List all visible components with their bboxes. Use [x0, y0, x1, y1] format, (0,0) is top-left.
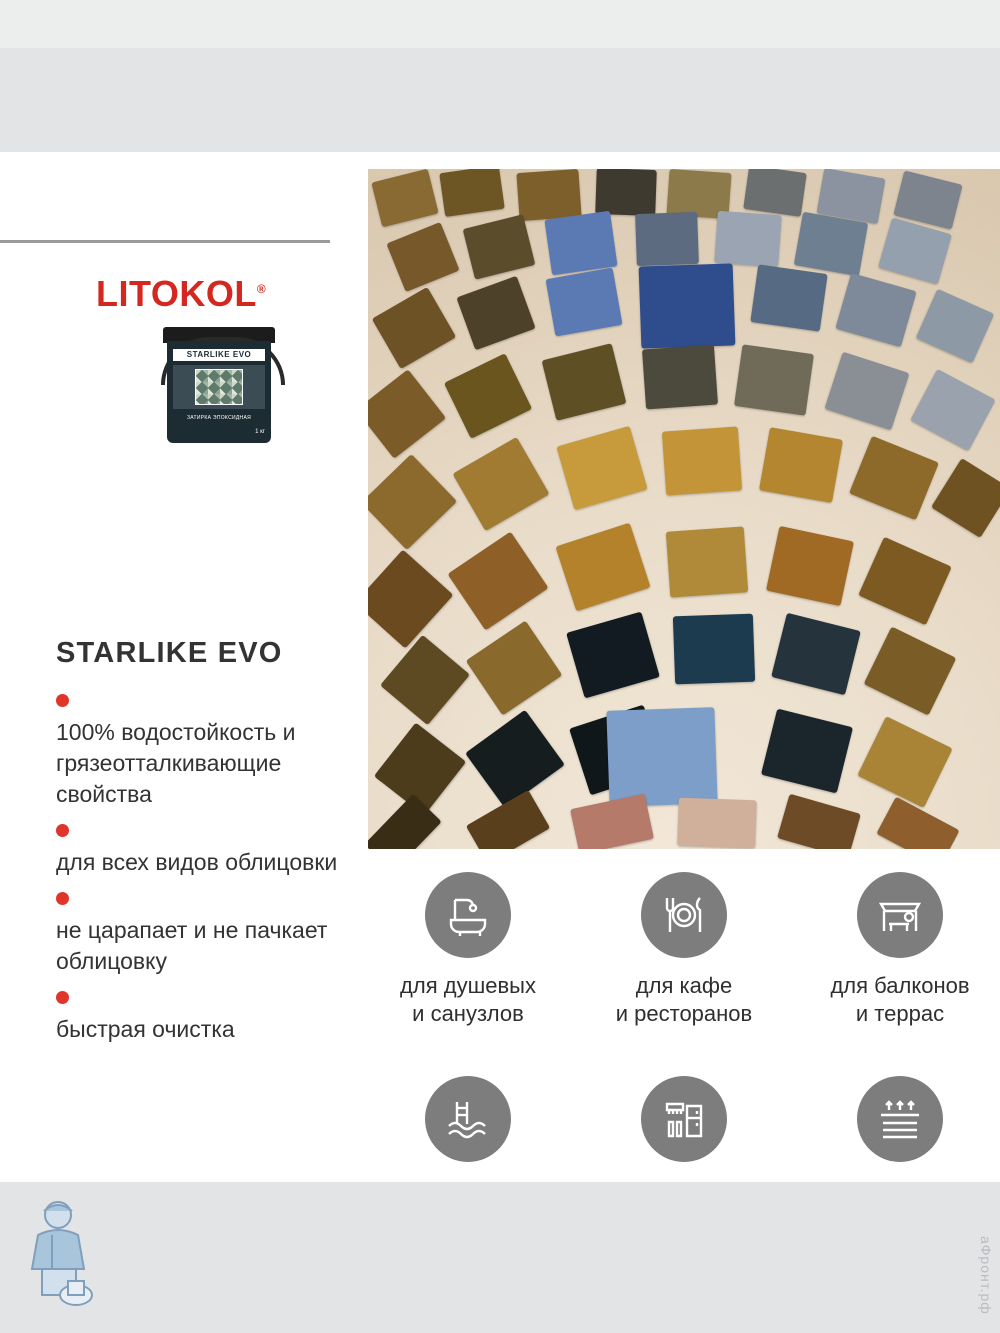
hero-mosaic-photo: [368, 169, 1000, 849]
mosaic-tile: [545, 268, 622, 337]
mosaic-tile: [595, 169, 657, 216]
list-item: [56, 824, 346, 878]
top-band-highlight: [0, 0, 1000, 48]
mosaic-tile: [734, 344, 814, 415]
bucket-label-artwork: [173, 365, 265, 409]
litokol-logo: [96, 270, 308, 312]
mosaic-tile: [516, 169, 581, 221]
mosaic-tile: [606, 707, 717, 807]
application-label-line1: для душевых: [400, 973, 536, 998]
bullet-dot-icon: [56, 892, 69, 905]
mosaic-tile: [642, 345, 718, 410]
shower-bathtub-icon: [425, 872, 511, 958]
list-item: [56, 991, 346, 1045]
left-column: [0, 152, 368, 1182]
kitchen-stove-icon: [641, 1076, 727, 1162]
underfloor-heating-icon: [857, 1076, 943, 1162]
application-label-line1: для кафе: [635, 973, 733, 998]
application-item-balcony: [800, 872, 1000, 1028]
mosaic-tile: [544, 211, 617, 276]
mosaic-tile: [662, 426, 742, 495]
awning-terrace-icon: [857, 872, 943, 958]
plumber-mascot-icon: [18, 1195, 104, 1313]
mosaic-tile: [673, 614, 755, 685]
list-item: [56, 694, 346, 810]
mosaic-tile: [639, 263, 736, 348]
feature-text: быстрая очистка: [56, 1016, 235, 1042]
mosaic-tile: [714, 211, 781, 267]
product-sheet: [0, 152, 1000, 1182]
mosaic-tile: [635, 212, 699, 266]
bullet-dot-icon: [56, 991, 69, 1004]
application-item-cafe: [584, 872, 784, 1028]
feature-text: не царапает и не пачкает облицовку: [56, 917, 328, 974]
bucket-label-subtitle: ЗАТИРКА ЭПОКСИДНАЯ: [186, 415, 252, 421]
application-label-line1: для балконов: [830, 973, 970, 998]
watermark-text: аФронт.рф: [978, 1236, 994, 1315]
top-background-band: [0, 0, 1000, 152]
application-label-line2: и ресторанов: [615, 1001, 753, 1026]
mosaic-tile: [677, 798, 757, 849]
header-divider-rule: [0, 240, 330, 243]
bullet-dot-icon: [56, 824, 69, 837]
logo-wordmark: LITOKOL: [96, 272, 257, 314]
mosaic-tile: [439, 169, 505, 217]
bullet-dot-icon: [56, 694, 69, 707]
mosaic-tile: [794, 212, 868, 277]
application-label-line2: и санузлов: [412, 1001, 524, 1026]
list-item: [56, 892, 346, 977]
product-package-image: [155, 327, 283, 447]
bucket-label-title: STARLIKE EVO: [173, 349, 265, 361]
mosaic-tile: [759, 427, 843, 503]
bottom-background-band: [0, 1182, 1000, 1333]
fork-plate-knife-icon: [641, 872, 727, 958]
mosaic-swatch: [195, 369, 243, 405]
pool-ladder-icon: [425, 1076, 511, 1162]
feature-text: для всех видов облицовки: [56, 849, 338, 875]
page-title: STARLIKE EVO: [56, 637, 283, 669]
feature-text: 100% водостойкость и грязеотталкивающие свойства: [56, 719, 296, 807]
bucket-label-weight: 1 кг: [255, 429, 265, 435]
mosaic-tile: [750, 264, 827, 331]
application-item-shower: [368, 872, 568, 1028]
application-label-line2: и террас: [855, 1001, 945, 1026]
mosaic-tile: [743, 169, 807, 217]
feature-list: [56, 680, 346, 1045]
mosaic-tile: [666, 526, 748, 597]
logo-registered-mark: ®: [256, 281, 267, 296]
